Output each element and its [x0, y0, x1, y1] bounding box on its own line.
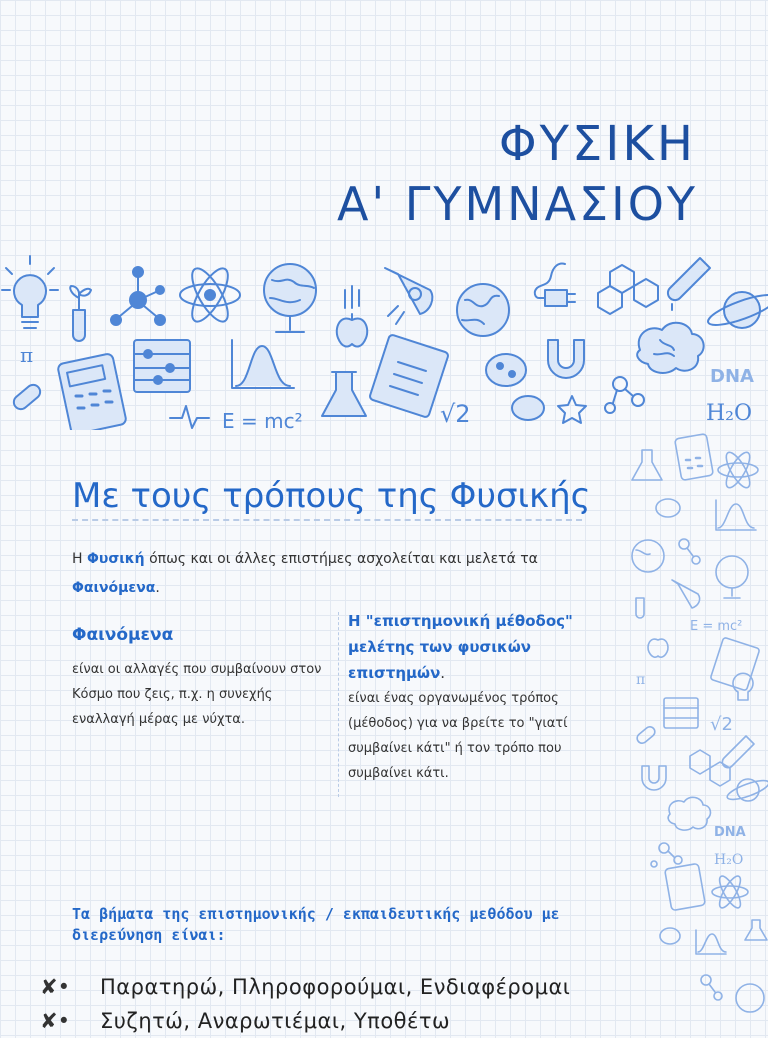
- intro-paragraph: [72, 545, 607, 603]
- side-pill-icon: [635, 725, 657, 746]
- side-abacus-icon: [664, 698, 698, 728]
- side-globe-2-icon: [736, 984, 764, 1012]
- earth-icon: [457, 284, 509, 336]
- intro-keyword-physics: Φυσική: [86, 551, 145, 567]
- calculator-icon: [57, 353, 127, 430]
- rocket-icon: [385, 268, 432, 324]
- intro-keyword-phenomena: Φαινόμενα: [72, 580, 156, 596]
- side-water-formula: H₂O: [714, 852, 744, 868]
- step-item: [40, 970, 620, 1004]
- bell-curve-chart-icon: [232, 340, 294, 388]
- thermometer-test-tube-icon: [668, 258, 710, 310]
- side-pi-symbol: π: [636, 672, 646, 688]
- side-earth-icon: [632, 540, 664, 572]
- step-bullet-icon: ✘•: [40, 1009, 70, 1033]
- title-line-1: ΦΥΣΙΚΗ: [498, 116, 696, 173]
- steps-list: [40, 970, 620, 1038]
- side-flask-icon: [632, 450, 662, 480]
- heading-divider: [72, 519, 582, 521]
- side-sqrt-formula: √2: [710, 714, 733, 735]
- side-molecule-icon: [679, 539, 700, 564]
- abacus-icon: [134, 340, 190, 392]
- bacteria-icon: [486, 354, 544, 420]
- step-text: Παρατηρώ, Πληροφορούμαι, Ενδιαφέρομαι: [100, 975, 571, 999]
- side-rocket-icon: [672, 580, 700, 608]
- scientific-method-title-text: Η "επιστημονική μέθοδος" μελέτης των φυσικών επιστημών: [348, 612, 573, 682]
- magnet-icon: [548, 340, 584, 378]
- falling-apple-icon: [337, 286, 367, 346]
- step-bullet-icon: ✘•: [40, 975, 70, 999]
- scientific-method-title: [348, 608, 618, 686]
- water-formula: H₂O: [706, 401, 753, 426]
- phenomena-description: είναι οι αλλαγές που συμβαίνουν στον Κόσμο που ζεις, π.χ. η συνεχής εναλλαγή μέρας με νύχτα.: [72, 662, 322, 727]
- energy-formula: E = mc²: [222, 409, 303, 430]
- side-small-molecule-icon: [651, 843, 682, 867]
- intro-text-2: όπως και οι άλλες επιστήμες ασχολείται και μελετά τα: [144, 551, 538, 567]
- pill-icon: [11, 382, 43, 412]
- scientific-method-column: [348, 608, 618, 786]
- phenomena-title: Φαινόμενα: [72, 625, 174, 645]
- scientific-method-description: είναι ένας οργανωμένος τρόπος (μέθοδος) για να βρείτε το "γιατί συμβαίνει κάτι" ή τον τρόπο που συμβαίνει κάτι.: [348, 691, 568, 781]
- planet-icon: [705, 289, 768, 331]
- steps-title: Τα βήματα της επιστημονικής / εκπαιδευτικής μεθόδου με διερεύνηση είναι:: [72, 905, 560, 944]
- step-text: Συζητώ, Αναρωτιέμαι, Υποθέτω: [100, 1009, 451, 1033]
- section-heading: Με τους τρόπους της Φυσικής: [72, 476, 591, 516]
- side-calculator-icon: [675, 434, 714, 481]
- side-atom-2-icon: [712, 873, 748, 910]
- side-magnet-icon: [642, 766, 666, 790]
- side-flask-2-icon: [745, 920, 767, 940]
- side-hexagon-icon: [690, 750, 730, 786]
- science-doodles-band: [0, 250, 768, 430]
- atom-icon: [180, 264, 240, 327]
- small-molecule-icon: [605, 377, 644, 413]
- intro-text-1: Η: [72, 551, 87, 567]
- side-chart-2-icon: [696, 930, 726, 954]
- hexagon-molecule-icon: [598, 265, 658, 314]
- molecule-icon: [111, 267, 165, 325]
- sqrt-formula: √2: [440, 400, 471, 428]
- star-icon: [558, 396, 586, 423]
- brain-icon: [637, 323, 703, 373]
- lightbulb-icon: [2, 256, 58, 328]
- pi-symbol: π: [20, 343, 34, 367]
- side-calculator-2-icon: [665, 863, 706, 910]
- side-chart-icon: [716, 500, 756, 530]
- notebook-icon: [369, 334, 449, 418]
- dna-icon: DNA: [710, 366, 754, 387]
- side-bacteria-2-icon: [660, 928, 680, 944]
- side-bacteria-icon: [656, 499, 680, 517]
- side-molecule-2-icon: [701, 975, 722, 1000]
- intro-text-3: .: [155, 580, 160, 596]
- side-globe-icon: [716, 556, 748, 598]
- plug-icon: [535, 264, 575, 307]
- column-divider: [338, 612, 339, 797]
- side-planet-icon: [725, 777, 768, 803]
- flask-icon: [322, 372, 366, 416]
- heartbeat-icon: [170, 406, 209, 428]
- side-thermometer-icon: [722, 736, 754, 768]
- step-item: [40, 1004, 620, 1038]
- side-apple-icon: [648, 639, 668, 657]
- side-plant-tube-icon: [636, 598, 644, 618]
- test-tube-plant-icon: [70, 286, 91, 341]
- globe-icon: [264, 264, 316, 332]
- scientific-method-title-end: .: [440, 664, 446, 682]
- science-doodles-side: [620, 430, 768, 1024]
- phenomena-column: [72, 625, 337, 732]
- side-atom-icon: [718, 449, 758, 491]
- side-brain-icon: [668, 797, 710, 830]
- side-energy-formula: E = mc²: [690, 619, 743, 634]
- side-dna-icon: DNA: [714, 825, 746, 840]
- title-line-2: Α' ΓΥΜΝΑΣΙΟΥ: [337, 176, 698, 231]
